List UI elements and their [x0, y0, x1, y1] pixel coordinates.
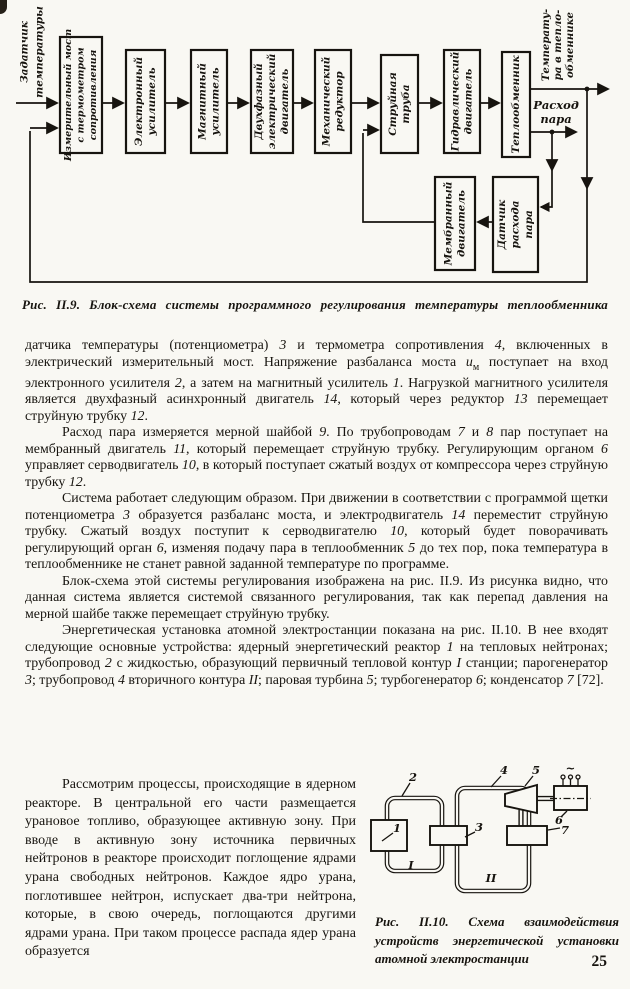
svg-text:расхода: расхода — [509, 200, 522, 249]
figure-II-9-block-diagram — [0, 0, 630, 292]
page-number: 25 — [591, 953, 607, 970]
paragraph-6: Рассмотрим процессы, происходящие в ядерном реакторе. В центральной его части размещается урановое топливо, образующее активную зону. При вводе в активную зону источника первичных нейтронов в реакторе происходит поглощение ядрами урана свободных нейтронов. Каждое ядро урана, поглотившее нейтрон, испускает два-три нейтрона, которые, в свою очередь, поглощаются другими ядрами урана. При таком процессе распада ядер урана образуется — [25, 777, 356, 960]
paragraph-2: Расход пара измеряется мерной шайбой 9. По трубопроводам 7 и 8 пар поступает на мембранный двигатель 11, который перемещает струйную трубку. Регулирующим органом 6 управляет серводвигатель 10, в который поступает сжатый воздух от компрессора через струйную трубку 12. — [25, 425, 609, 490]
condenser-box — [507, 826, 547, 845]
svg-text:двигатель: двигатель — [279, 68, 292, 135]
label-steam-flow — [532, 98, 579, 126]
svg-text:Электронный: Электронный — [132, 57, 145, 146]
generator-terminals — [563, 779, 578, 786]
paragraph-1: датчика температуры (потенциометра) 3 и термометра сопротивления 4, включенных в электрический измерительный мост. Напряжение разбаланса моста $u_м$ поступает на вход электронного усилителя 2, а затем на магнитный усилитель 1. Нагрузкой магнитного усилителя является двухфазный асинхронный двигатель 14, который через редуктор 13 перемещает струйную трубку 12. — [25, 338, 609, 424]
block-magnetic-amplifier — [191, 50, 227, 153]
svg-text:Измерительный мост: Измерительный мост — [63, 28, 75, 162]
svg-text:сопротивления: сопротивления — [87, 49, 99, 141]
svg-text:редуктор: редуктор — [333, 71, 346, 132]
svg-text:Расход: Расход — [533, 98, 579, 112]
label-II-secondary-loop: II — [485, 871, 497, 885]
svg-text:Гидравлический: Гидравлический — [449, 51, 462, 152]
paragraph-4: Блок-схема этой системы регулирования изображена на рис. II.9. Из рисунка видно, что данная система является системой связанного регулирования, так как перепад давления на мерной шайбе также перемещает струйную трубку. — [25, 573, 608, 622]
svg-text:двигатель: двигатель — [455, 190, 468, 257]
block-jet-tube — [381, 55, 418, 153]
svg-text:Механический: Механический — [320, 56, 333, 147]
svg-text:с термометром: с термометром — [75, 47, 87, 143]
figure-II-10-caption: Рис. II.10. Схема взаимодействия устройств энергетической установки атомной электростанции — [375, 914, 619, 966]
terminal-circle — [561, 775, 565, 779]
block-electronic-amplifier — [126, 50, 165, 153]
junction-dot-temperature — [585, 87, 590, 92]
svg-text:Задатчик: Задатчик — [18, 21, 31, 83]
block-measuring-bridge — [60, 29, 102, 162]
svg-text:усилитель: усилитель — [146, 67, 159, 136]
block-mechanical-reducer — [315, 50, 351, 153]
svg-text:ра в тепло-: ра в тепло- — [552, 9, 564, 81]
block-hydraulic-motor — [444, 50, 480, 153]
left-column-text — [25, 776, 356, 962]
leader-5 — [525, 776, 533, 786]
svg-text:пара: пара — [540, 112, 572, 126]
body-text — [25, 338, 608, 689]
leader-7 — [548, 828, 560, 830]
svg-text:пара: пара — [522, 210, 535, 239]
block-two-phase-motor — [251, 50, 293, 153]
svg-text:Мембранный: Мембранный — [442, 181, 455, 266]
steam-generator-box — [430, 826, 467, 845]
svg-text:температуры: температуры — [33, 6, 46, 98]
label-4-pipe-secondary: 4 — [499, 766, 509, 777]
svg-text:двигатель: двигатель — [462, 68, 475, 135]
figure-II-10-schematic — [367, 766, 619, 904]
svg-text:Датчик: Датчик — [496, 199, 509, 250]
leader-4 — [491, 776, 501, 787]
paragraph-5: Энергетическая установка атомной электростанции показана на рис. II.10. В нее входят следующие основные устройства: ядерный энергетический реактор 1 на тепловых нейтронах; трубопровод 2 с жидкостью, образующий первичный тепловой контур I станции; парогенератор 3; трубопровод 4 вторичного контура II; паровая турбина 5; турбогенератор 6; конденсатор 7 [72]. — [25, 623, 608, 688]
svg-text:электрический: электрический — [266, 53, 278, 150]
block-membrane-motor — [435, 177, 475, 270]
label-I-primary-loop: I — [408, 858, 414, 872]
leader-2 — [402, 783, 410, 796]
svg-text:Температу-: Температу- — [540, 8, 552, 82]
terminal-circle — [569, 775, 573, 779]
svg-text:Теплообменник: Теплообменник — [510, 55, 522, 154]
figure-II-10-wrap — [367, 766, 619, 969]
terminal-circle — [576, 775, 580, 779]
label-temperature-setter — [19, 6, 46, 98]
flow-into-sensor — [541, 170, 552, 207]
svg-text:обменнике: обменнике — [564, 12, 576, 78]
label-ac-symbol: ~ — [565, 766, 576, 775]
label-temperature-in-exchanger — [540, 9, 576, 81]
paragraph-3: Система работает следующим образом. При движении в соответствии с программой щетки потенциометра 3 образуется разбаланс моста, и электродвигатель 14 переместит струйную трубку. Сжатый воздух поступит к серводвигателю 10, который будет поворачивать регулирующий орган 6, изменяя подачу пара в теплообменник 5 до тех пор, пока температура в теплообменнике не станет равной заданной температуре по программе. — [25, 491, 609, 573]
junction-dot-steam-flow — [550, 130, 555, 135]
label-1-reactor: 1 — [392, 821, 402, 835]
label-5-turbine: 5 — [531, 766, 541, 777]
svg-text:Струйная: Струйная — [386, 72, 399, 136]
svg-text:Двухфазный: Двухфазный — [252, 63, 265, 140]
label-2-pipe-primary: 2 — [408, 770, 418, 784]
svg-text:Магнитный: Магнитный — [196, 63, 209, 140]
svg-text:труба: труба — [400, 84, 413, 124]
label-6-turbogenerator: 6 — [554, 813, 564, 827]
label-7-condenser: 7 — [560, 823, 570, 837]
svg-text:усилитель: усилитель — [209, 67, 222, 136]
label-3-steam-generator: 3 — [474, 820, 484, 834]
block-heat-exchanger — [502, 52, 530, 157]
figure-II-9-caption: Рис. II.9. Блок-схема системы программного регулирования температуры теплообменника — [22, 297, 608, 312]
block-steam-flow-sensor — [493, 177, 538, 272]
